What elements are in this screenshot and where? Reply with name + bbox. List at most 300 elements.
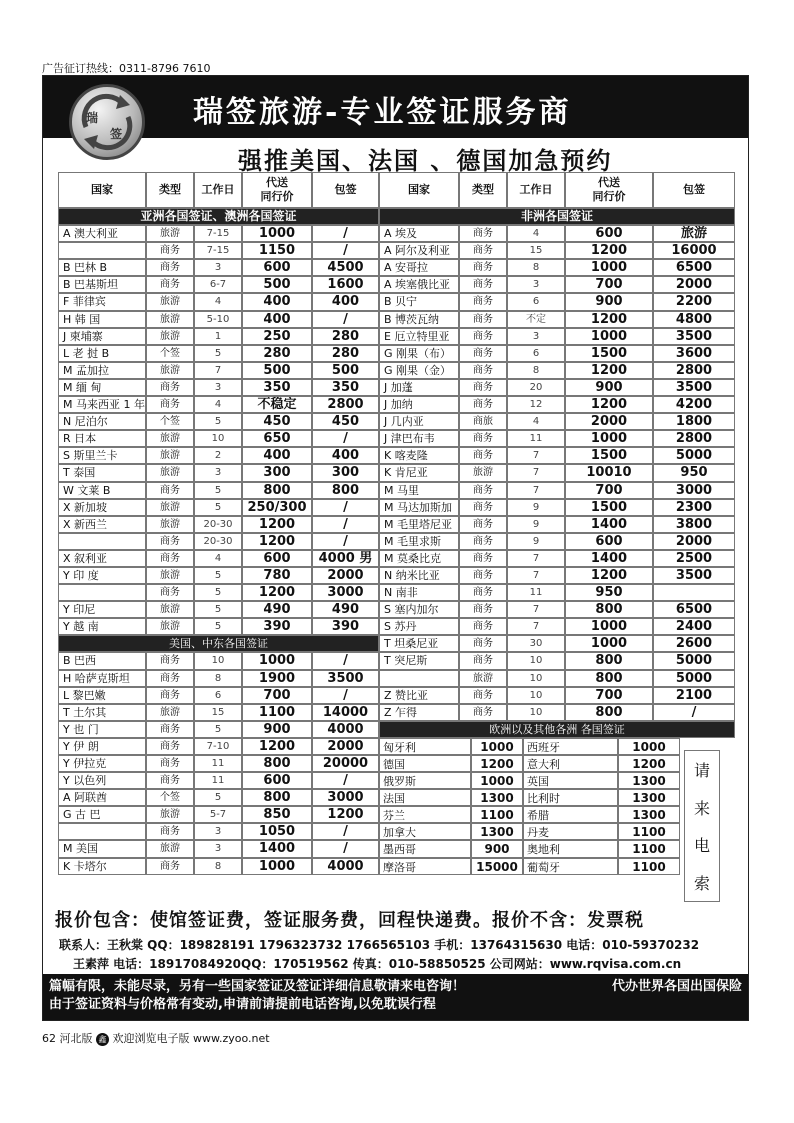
table-row bbox=[58, 721, 735, 738]
table-row bbox=[58, 584, 735, 601]
table-header bbox=[58, 172, 735, 208]
workdays-cell: 不定 bbox=[507, 311, 565, 328]
package-cell: 280 bbox=[312, 345, 379, 362]
price-cell: 900 bbox=[242, 721, 312, 738]
type-cell: 旅游 bbox=[146, 430, 194, 447]
workdays-cell: 9 bbox=[507, 533, 565, 550]
price-cell: 1000 bbox=[565, 259, 653, 276]
section-row bbox=[58, 208, 735, 225]
package-cell: / bbox=[312, 687, 379, 704]
price-cell: 400 bbox=[242, 311, 312, 328]
header-type: 类型 bbox=[146, 172, 194, 208]
country-cell: 奥地利 bbox=[523, 840, 618, 857]
price-cell: 1000 bbox=[565, 618, 653, 635]
table-row bbox=[58, 430, 735, 447]
price-cell: 400 bbox=[242, 293, 312, 310]
table-row bbox=[58, 772, 735, 789]
package-cell: 2400 bbox=[653, 618, 735, 635]
type-cell: 商务 bbox=[459, 601, 507, 618]
workdays-cell: 8 bbox=[194, 858, 242, 875]
package-cell: 500 bbox=[312, 362, 379, 379]
insurance-notice: 代办世界各国出国保险 bbox=[611, 979, 742, 994]
country-cell: B 巴基斯坦 bbox=[58, 276, 146, 293]
price-cell: 700 bbox=[565, 482, 653, 499]
workdays-cell: 6 bbox=[194, 687, 242, 704]
price-cell: 1200 bbox=[565, 567, 653, 584]
package-cell: 400 bbox=[312, 293, 379, 310]
country-cell: 德国 bbox=[379, 755, 471, 772]
country-cell: M 美国 bbox=[58, 840, 146, 857]
package-cell: 3800 bbox=[653, 516, 735, 533]
package-cell: 2100 bbox=[653, 687, 735, 704]
price-cell: 1200 bbox=[565, 362, 653, 379]
workdays-cell: 2 bbox=[194, 447, 242, 464]
country-cell: M 马来西亚 1 年 bbox=[58, 396, 146, 413]
type-cell: 旅游 bbox=[146, 328, 194, 345]
europe-row bbox=[379, 806, 680, 823]
package-cell: / bbox=[312, 840, 379, 857]
note-char: 来 bbox=[693, 798, 710, 818]
package-cell: 6500 bbox=[653, 601, 735, 618]
price-cell: 1000 bbox=[471, 772, 523, 789]
workdays-cell: 3 bbox=[194, 379, 242, 396]
country-cell: F 菲律宾 bbox=[58, 293, 146, 310]
workdays-cell: 6-7 bbox=[194, 276, 242, 293]
type-cell: 商务 bbox=[146, 482, 194, 499]
workdays-cell: 5 bbox=[194, 601, 242, 618]
country-cell bbox=[58, 242, 146, 259]
country-cell: M 毛里塔尼亚 bbox=[379, 516, 459, 533]
logo-char-1: 瑞 bbox=[86, 111, 99, 125]
type-cell: 个签 bbox=[146, 789, 194, 806]
workdays-cell: 3 bbox=[194, 259, 242, 276]
package-cell: / bbox=[653, 704, 735, 721]
type-cell: 个签 bbox=[146, 345, 194, 362]
workdays-cell: 11 bbox=[507, 584, 565, 601]
country-cell bbox=[58, 533, 146, 550]
country-cell: Y 印 度 bbox=[58, 567, 146, 584]
package-cell: 旅游 bbox=[653, 225, 735, 242]
package-cell: 20000 bbox=[312, 755, 379, 772]
header-agent-price: 代送 同行价 bbox=[565, 172, 653, 208]
section-africa: 非洲各国签证 bbox=[379, 208, 735, 225]
country-cell: A 安哥拉 bbox=[379, 259, 459, 276]
workdays-cell: 3 bbox=[194, 823, 242, 840]
header-country: 国家 bbox=[58, 172, 146, 208]
country-cell: W 文莱 B bbox=[58, 482, 146, 499]
country-cell: N 南非 bbox=[379, 584, 459, 601]
package-cell: 1600 bbox=[312, 276, 379, 293]
workdays-cell: 20-30 bbox=[194, 516, 242, 533]
country-cell: N 尼泊尔 bbox=[58, 413, 146, 430]
price-cell: 900 bbox=[565, 293, 653, 310]
type-cell: 商务 bbox=[146, 242, 194, 259]
header-package: 包签 bbox=[653, 172, 735, 208]
table-row bbox=[58, 225, 735, 242]
price-cell: 1200 bbox=[565, 242, 653, 259]
country-cell: X 新加坡 bbox=[58, 499, 146, 516]
country-cell: A 埃塞俄比亚 bbox=[379, 276, 459, 293]
workdays-cell: 9 bbox=[507, 516, 565, 533]
type-cell: 商务 bbox=[146, 259, 194, 276]
country-cell: X 新西兰 bbox=[58, 516, 146, 533]
country-cell: 西班牙 bbox=[523, 738, 618, 755]
package-cell: / bbox=[312, 311, 379, 328]
price-cell: 1050 bbox=[242, 823, 312, 840]
workdays-cell: 7 bbox=[507, 550, 565, 567]
workdays-cell: 4 bbox=[194, 396, 242, 413]
price-includes: 报价包含：使馆签证费，签证服务费，回程快递费。报价不含：发票税 bbox=[55, 910, 644, 931]
workdays-cell: 3 bbox=[507, 328, 565, 345]
workdays-cell: 15 bbox=[194, 704, 242, 721]
package-cell: 2800 bbox=[653, 362, 735, 379]
country-cell: Y 越 南 bbox=[58, 618, 146, 635]
workdays-cell: 7 bbox=[507, 601, 565, 618]
note-char: 索 bbox=[693, 873, 710, 893]
price-cell: 800 bbox=[565, 670, 653, 687]
type-cell: 商务 bbox=[459, 567, 507, 584]
table-row bbox=[58, 362, 735, 379]
type-cell: 商务 bbox=[146, 687, 194, 704]
price-cell: 500 bbox=[242, 276, 312, 293]
type-cell: 旅游 bbox=[146, 567, 194, 584]
package-cell: 2800 bbox=[653, 430, 735, 447]
package-cell: 2000 bbox=[653, 533, 735, 550]
table-row bbox=[58, 276, 735, 293]
workdays-cell: 5 bbox=[194, 413, 242, 430]
package-cell: 2000 bbox=[653, 276, 735, 293]
table-row bbox=[58, 242, 735, 259]
price-cell: 1300 bbox=[471, 823, 523, 840]
workdays-cell: 5-10 bbox=[194, 311, 242, 328]
package-cell: 280 bbox=[312, 328, 379, 345]
country-cell: G 刚果（金） bbox=[379, 362, 459, 379]
type-cell: 商务 bbox=[146, 772, 194, 789]
country-cell: B 博茨瓦纳 bbox=[379, 311, 459, 328]
country-cell: H 韩 国 bbox=[58, 311, 146, 328]
header-country: 国家 bbox=[379, 172, 459, 208]
workdays-cell: 7 bbox=[507, 567, 565, 584]
type-cell: 旅游 bbox=[146, 447, 194, 464]
note-char: 请 bbox=[693, 761, 710, 781]
package-cell: 390 bbox=[312, 618, 379, 635]
type-cell: 旅游 bbox=[146, 516, 194, 533]
workdays-cell: 10 bbox=[507, 670, 565, 687]
workdays-cell: 6 bbox=[507, 345, 565, 362]
price-cell: 1200 bbox=[242, 533, 312, 550]
price-cell: 1000 bbox=[471, 738, 523, 755]
country-cell: 法国 bbox=[379, 789, 471, 806]
country-cell: K 喀麦隆 bbox=[379, 447, 459, 464]
country-cell: L 老 挝 B bbox=[58, 345, 146, 362]
country-cell: 加拿大 bbox=[379, 823, 471, 840]
price-table bbox=[58, 172, 735, 875]
type-cell: 商务 bbox=[146, 670, 194, 687]
workdays-cell: 7-10 bbox=[194, 738, 242, 755]
package-cell: 2800 bbox=[312, 396, 379, 413]
price-cell: 1300 bbox=[618, 806, 680, 823]
package-cell: 4800 bbox=[653, 311, 735, 328]
country-cell: T 土尔其 bbox=[58, 704, 146, 721]
package-cell: 350 bbox=[312, 379, 379, 396]
package-cell: / bbox=[312, 499, 379, 516]
country-cell: S 苏丹 bbox=[379, 618, 459, 635]
type-cell: 商务 bbox=[146, 823, 194, 840]
country-cell: 匈牙利 bbox=[379, 738, 471, 755]
price-cell: 1000 bbox=[242, 652, 312, 669]
package-cell: 490 bbox=[312, 601, 379, 618]
package-cell: 2000 bbox=[312, 567, 379, 584]
type-cell: 商务 bbox=[146, 858, 194, 875]
package-cell: / bbox=[312, 430, 379, 447]
price-cell: 1400 bbox=[565, 516, 653, 533]
price-cell: 1300 bbox=[471, 789, 523, 806]
price-cell: 900 bbox=[471, 840, 523, 857]
type-cell: 商务 bbox=[459, 328, 507, 345]
workdays-cell: 7 bbox=[507, 464, 565, 481]
workdays-cell: 5-7 bbox=[194, 806, 242, 823]
price-cell: 1400 bbox=[565, 550, 653, 567]
table-row bbox=[58, 533, 735, 550]
type-cell: 个签 bbox=[146, 413, 194, 430]
price-cell: 600 bbox=[242, 772, 312, 789]
workdays-cell: 11 bbox=[507, 430, 565, 447]
notice-line-2: 由于签证资料与价格常有变动,申请前请提前电话咨询,以免耽误行程 bbox=[49, 997, 436, 1012]
workdays-cell: 8 bbox=[507, 259, 565, 276]
type-cell: 旅游 bbox=[459, 464, 507, 481]
section-america: 美国、中东各国签证 bbox=[58, 635, 379, 652]
country-cell: Y 伊拉克 bbox=[58, 755, 146, 772]
country-cell: K 肯尼亚 bbox=[379, 464, 459, 481]
price-cell: 490 bbox=[242, 601, 312, 618]
package-cell: 300 bbox=[312, 464, 379, 481]
country-cell: Y 以色列 bbox=[58, 772, 146, 789]
type-cell: 旅游 bbox=[146, 311, 194, 328]
price-cell: 1000 bbox=[565, 328, 653, 345]
package-cell: 450 bbox=[312, 413, 379, 430]
country-cell: B 巴林 B bbox=[58, 259, 146, 276]
header-workdays: 工作日 bbox=[507, 172, 565, 208]
type-cell: 商务 bbox=[146, 396, 194, 413]
workdays-cell: 5 bbox=[194, 482, 242, 499]
workdays-cell: 4 bbox=[507, 413, 565, 430]
price-cell: 500 bbox=[242, 362, 312, 379]
workdays-cell: 5 bbox=[194, 499, 242, 516]
type-cell: 旅游 bbox=[146, 618, 194, 635]
type-cell: 商务 bbox=[459, 584, 507, 601]
price-cell: 1000 bbox=[242, 858, 312, 875]
country-cell: Y 伊 朗 bbox=[58, 738, 146, 755]
table-row bbox=[58, 516, 735, 533]
country-cell: A 埃及 bbox=[379, 225, 459, 242]
type-cell: 商务 bbox=[459, 550, 507, 567]
package-cell: 5000 bbox=[653, 447, 735, 464]
type-cell: 商务 bbox=[459, 242, 507, 259]
package-cell: 3500 bbox=[653, 328, 735, 345]
title-banner bbox=[43, 76, 748, 138]
logo-char-2: 签 bbox=[110, 127, 123, 141]
country-cell: T 泰国 bbox=[58, 464, 146, 481]
price-cell: 1900 bbox=[242, 670, 312, 687]
type-cell: 旅游 bbox=[146, 499, 194, 516]
country-cell: A 阿尔及利亚 bbox=[379, 242, 459, 259]
package-cell: 3000 bbox=[653, 482, 735, 499]
package-cell: / bbox=[312, 652, 379, 669]
package-cell: 3500 bbox=[653, 567, 735, 584]
price-cell: 1100 bbox=[618, 823, 680, 840]
country-cell: Y 印尼 bbox=[58, 601, 146, 618]
package-cell: 800 bbox=[312, 482, 379, 499]
package-cell: 4200 bbox=[653, 396, 735, 413]
package-cell: 4000 bbox=[312, 721, 379, 738]
package-cell: 400 bbox=[312, 447, 379, 464]
country-cell: 英国 bbox=[523, 772, 618, 789]
workdays-cell: 3 bbox=[194, 840, 242, 857]
workdays-cell: 7 bbox=[507, 447, 565, 464]
workdays-cell: 4 bbox=[194, 293, 242, 310]
table-row bbox=[58, 464, 735, 481]
price-cell: 1100 bbox=[618, 840, 680, 857]
country-cell: M 孟加拉 bbox=[58, 362, 146, 379]
package-cell: 3000 bbox=[312, 584, 379, 601]
country-cell: T 坦桑尼亚 bbox=[379, 635, 459, 652]
type-cell: 商务 bbox=[459, 652, 507, 669]
price-cell: 800 bbox=[565, 704, 653, 721]
type-cell: 旅游 bbox=[146, 225, 194, 242]
package-cell: / bbox=[312, 772, 379, 789]
country-cell: 俄罗斯 bbox=[379, 772, 471, 789]
table-row bbox=[58, 601, 735, 618]
table-row bbox=[58, 789, 735, 806]
price-cell: 1150 bbox=[242, 242, 312, 259]
type-cell: 商务 bbox=[459, 430, 507, 447]
type-cell: 旅游 bbox=[146, 362, 194, 379]
package-cell: 6500 bbox=[653, 259, 735, 276]
type-cell: 商务 bbox=[459, 396, 507, 413]
note-char: 电 bbox=[693, 836, 710, 856]
table-row bbox=[58, 396, 735, 413]
country-cell: M 缅 甸 bbox=[58, 379, 146, 396]
europe-row bbox=[379, 738, 680, 755]
type-cell: 商务 bbox=[459, 533, 507, 550]
package-cell: 2600 bbox=[653, 635, 735, 652]
country-cell: E 厄立特里亚 bbox=[379, 328, 459, 345]
subtitle: 强推美国、法国 、德国加急预约 bbox=[238, 147, 613, 175]
package-cell: 2300 bbox=[653, 499, 735, 516]
price-cell: 1500 bbox=[565, 447, 653, 464]
country-cell bbox=[379, 670, 459, 687]
type-cell: 商务 bbox=[459, 259, 507, 276]
country-cell: J 加蓬 bbox=[379, 379, 459, 396]
header-agent-price: 代送 同行价 bbox=[242, 172, 312, 208]
table-row bbox=[58, 447, 735, 464]
table-row bbox=[58, 806, 735, 823]
workdays-cell: 10 bbox=[507, 687, 565, 704]
price-cell: 900 bbox=[565, 379, 653, 396]
price-cell: 250/300 bbox=[242, 499, 312, 516]
price-cell: 1300 bbox=[618, 789, 680, 806]
country-cell: L 黎巴嫩 bbox=[58, 687, 146, 704]
type-cell: 旅游 bbox=[146, 464, 194, 481]
country-cell: M 马里 bbox=[379, 482, 459, 499]
europe-row bbox=[379, 858, 680, 875]
country-cell: 丹麦 bbox=[523, 823, 618, 840]
price-cell: 400 bbox=[242, 447, 312, 464]
workdays-cell: 4 bbox=[507, 225, 565, 242]
table-row bbox=[58, 499, 735, 516]
table-row bbox=[58, 618, 735, 635]
country-cell: Y 也 门 bbox=[58, 721, 146, 738]
workdays-cell: 7-15 bbox=[194, 225, 242, 242]
price-cell: 300 bbox=[242, 464, 312, 481]
country-cell: M 毛里求斯 bbox=[379, 533, 459, 550]
country-cell: H 哈萨克斯坦 bbox=[58, 670, 146, 687]
price-cell: 1400 bbox=[242, 840, 312, 857]
country-cell: Z 乍得 bbox=[379, 704, 459, 721]
table-row bbox=[58, 259, 735, 276]
package-cell: / bbox=[312, 242, 379, 259]
type-cell: 商务 bbox=[146, 550, 194, 567]
price-cell: 1100 bbox=[242, 704, 312, 721]
country-cell: T 突尼斯 bbox=[379, 652, 459, 669]
package-cell bbox=[653, 584, 735, 601]
table-body bbox=[58, 225, 735, 875]
package-cell: / bbox=[312, 516, 379, 533]
price-cell: 780 bbox=[242, 567, 312, 584]
workdays-cell: 7 bbox=[507, 482, 565, 499]
workdays-cell: 7 bbox=[507, 618, 565, 635]
europe-row bbox=[379, 823, 680, 840]
package-cell: 1200 bbox=[312, 806, 379, 823]
workdays-cell: 3 bbox=[507, 276, 565, 293]
price-cell: 不稳定 bbox=[242, 396, 312, 413]
europe-row bbox=[379, 840, 680, 857]
type-cell: 商务 bbox=[146, 652, 194, 669]
type-cell: 旅游 bbox=[146, 601, 194, 618]
price-cell: 1300 bbox=[618, 772, 680, 789]
package-cell: 4000 男 bbox=[312, 550, 379, 567]
workdays-cell: 10 bbox=[507, 704, 565, 721]
europe-row bbox=[379, 755, 680, 772]
price-cell: 2000 bbox=[565, 413, 653, 430]
header-package: 包签 bbox=[312, 172, 379, 208]
price-cell: 600 bbox=[565, 533, 653, 550]
workdays-cell: 11 bbox=[194, 755, 242, 772]
price-cell: 950 bbox=[565, 584, 653, 601]
table-row bbox=[58, 840, 735, 857]
type-cell: 商务 bbox=[459, 516, 507, 533]
type-cell: 商务 bbox=[459, 311, 507, 328]
type-cell: 商务 bbox=[146, 584, 194, 601]
footer-text: 欢迎浏览电子版 www.zyoo.net bbox=[112, 1032, 270, 1045]
price-cell: 1200 bbox=[565, 396, 653, 413]
country-cell: 芬兰 bbox=[379, 806, 471, 823]
type-cell: 商务 bbox=[459, 345, 507, 362]
price-cell: 1200 bbox=[565, 311, 653, 328]
country-cell: A 澳大利亚 bbox=[58, 225, 146, 242]
type-cell: 旅游 bbox=[459, 670, 507, 687]
price-cell: 1200 bbox=[618, 755, 680, 772]
country-cell: G 刚果（布） bbox=[379, 345, 459, 362]
package-cell: 2200 bbox=[653, 293, 735, 310]
type-cell: 商务 bbox=[146, 533, 194, 550]
price-cell: 1000 bbox=[242, 225, 312, 242]
price-cell: 1000 bbox=[618, 738, 680, 755]
workdays-cell: 4 bbox=[194, 550, 242, 567]
workdays-cell: 5 bbox=[194, 789, 242, 806]
package-cell: 3600 bbox=[653, 345, 735, 362]
type-cell: 商务 bbox=[459, 293, 507, 310]
